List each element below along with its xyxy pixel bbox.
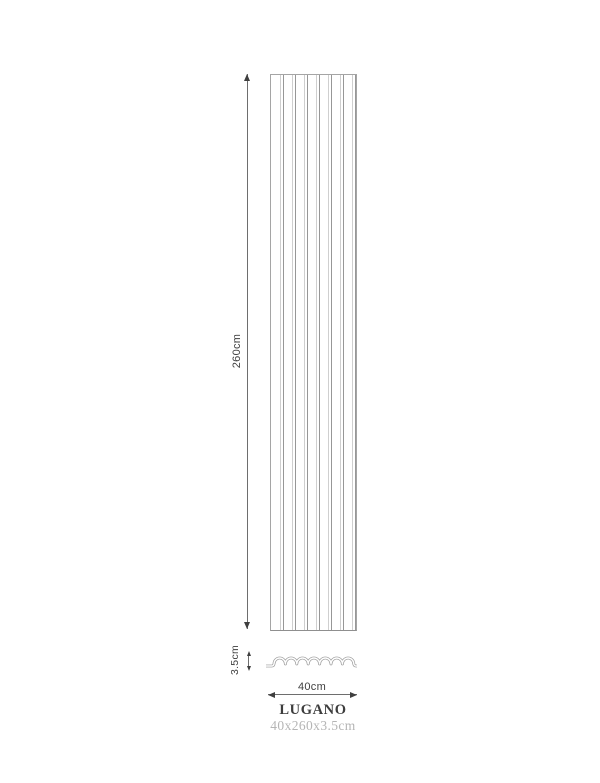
panel-groove — [316, 75, 320, 630]
panel-groove — [352, 75, 356, 630]
height-dimension-line — [247, 74, 248, 629]
height-dimension-label: 260cm — [231, 333, 243, 369]
panel-profile-section — [264, 652, 359, 670]
panel-groove — [292, 75, 296, 630]
dimension-arrow-up-icon — [244, 74, 250, 81]
panel-front-view — [270, 74, 357, 631]
dimension-arrow-right-icon — [350, 692, 357, 698]
width-dimension-label: 40cm — [297, 681, 327, 693]
width-dimension-line — [268, 694, 357, 695]
panel-groove — [340, 75, 344, 630]
panel-groove — [328, 75, 332, 630]
thickness-dimension-label: 3.5cm — [229, 644, 241, 676]
panel-groove — [304, 75, 308, 630]
dimension-arrow-down-icon — [244, 622, 250, 629]
dimension-arrow-down-icon — [247, 666, 251, 671]
product-dimensions-subtitle: 40x260x3.5cm — [270, 718, 356, 733]
dimension-arrow-left-icon — [268, 692, 275, 698]
product-title: LUGANO — [279, 702, 347, 718]
panel-groove — [280, 75, 284, 630]
dimension-arrow-up-icon — [247, 651, 251, 656]
